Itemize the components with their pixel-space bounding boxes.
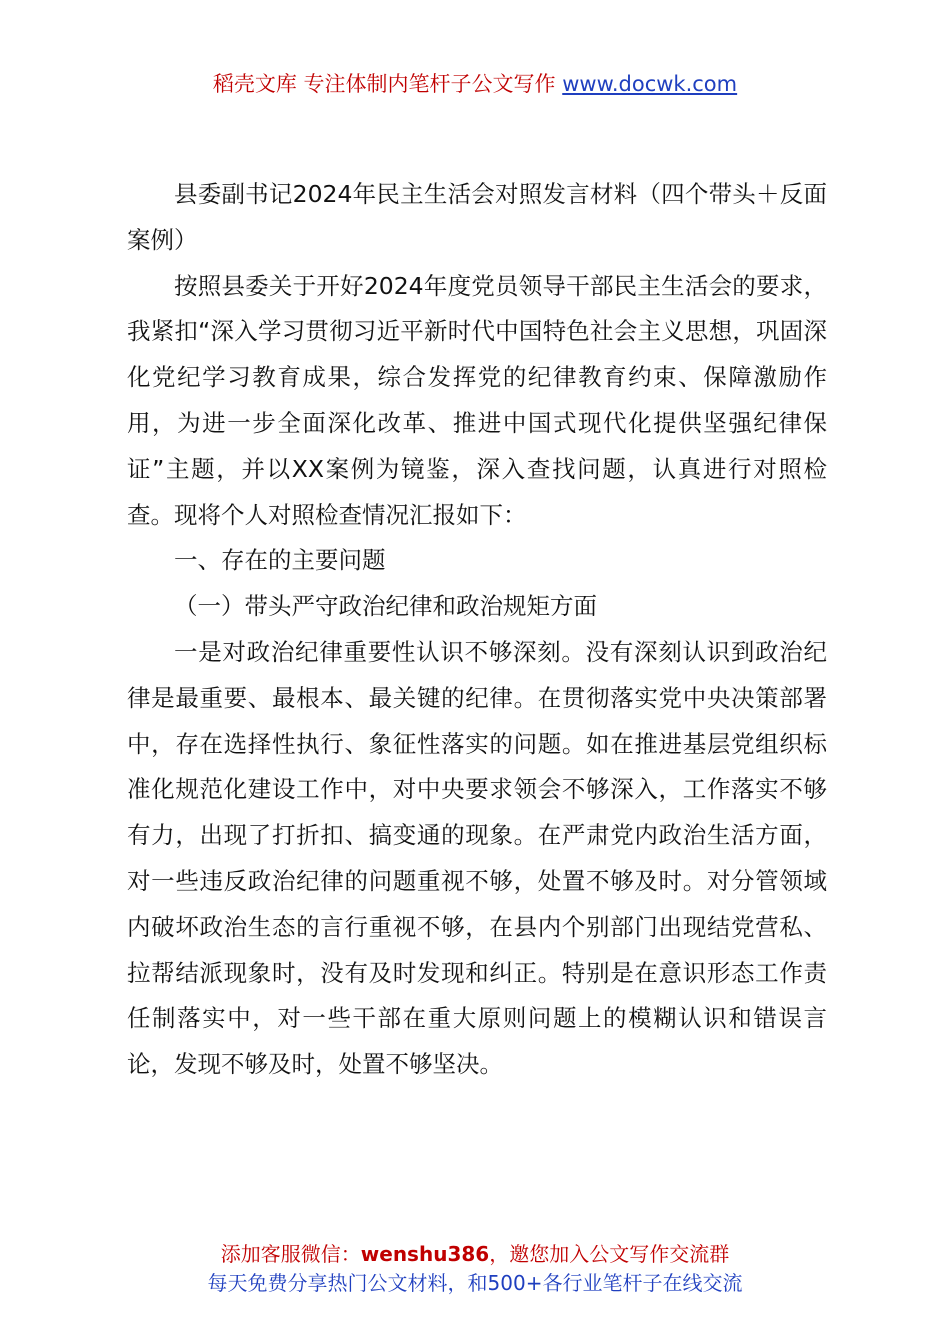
intro-paragraph: 按照县委关于开好2024年度党员领导干部民主生活会的要求，我紧扣“深入学习贯彻习近平新时代中国特色社会主义思想，巩固深化党纪学习教育成果，综合发挥党的纪律教育约束、保障激励作用，为进一步全面深化改革、推进中国式现代化提供坚强纪律保证”主题，并以XX案例为镜鉴，深入查找问题，认真进行对照检查。现将个人对照检查情况汇报如下：: [127, 271, 827, 529]
subsection-heading: （一）带头严守政治纪律和政治规矩方面: [174, 592, 597, 621]
wechat-id: wenshu386: [360, 1242, 490, 1266]
document-body: [127, 172, 827, 1088]
document-title: 县委副书记2024年民主生活会对照发言材料（四个带头＋反面案例）: [127, 180, 827, 254]
footer-prefix: 添加客服微信：: [220, 1242, 361, 1266]
section-heading: 一、存在的主要问题: [174, 546, 386, 575]
site-link[interactable]: www.docwk.com: [562, 72, 738, 96]
footer-suffix: ，邀您加入公文写作交流群: [489, 1242, 730, 1266]
page-footer: [0, 1240, 950, 1298]
brand-slogan: 稻壳文库 专注体制内笔杆子公文写作: [212, 72, 556, 96]
footer-contact-line: [0, 1240, 950, 1269]
body-paragraph: 一是对政治纪律重要性认识不够深刻。没有深刻认识到政治纪律是最重要、最根本、最关键的纪律。在贯彻落实党中央决策部署中，存在选择性执行、象征性落实的问题。如在推进基层党组织标准化规范化建设工作中，对中央要求领会不够深入，工作落实不够有力，出现了打折扣、搞变通的现象。在严肃党内政治生活方面，对一些违反政治纪律的问题重视不够，处置不够及时。对分管领域内破坏政治生态的言行重视不够，在县内个别部门出现结党营私、拉帮结派现象时，没有及时发现和纠正。特别是在意识形态工作责任制落实中，对一些干部在重大原则问题上的模糊认识和错误言论，发现不够及时，处置不够坚决。: [127, 637, 827, 1079]
footer-promo-line: 每天免费分享热门公文材料，和500+各行业笔杆子在线交流: [207, 1271, 743, 1295]
page-header: [0, 68, 950, 100]
